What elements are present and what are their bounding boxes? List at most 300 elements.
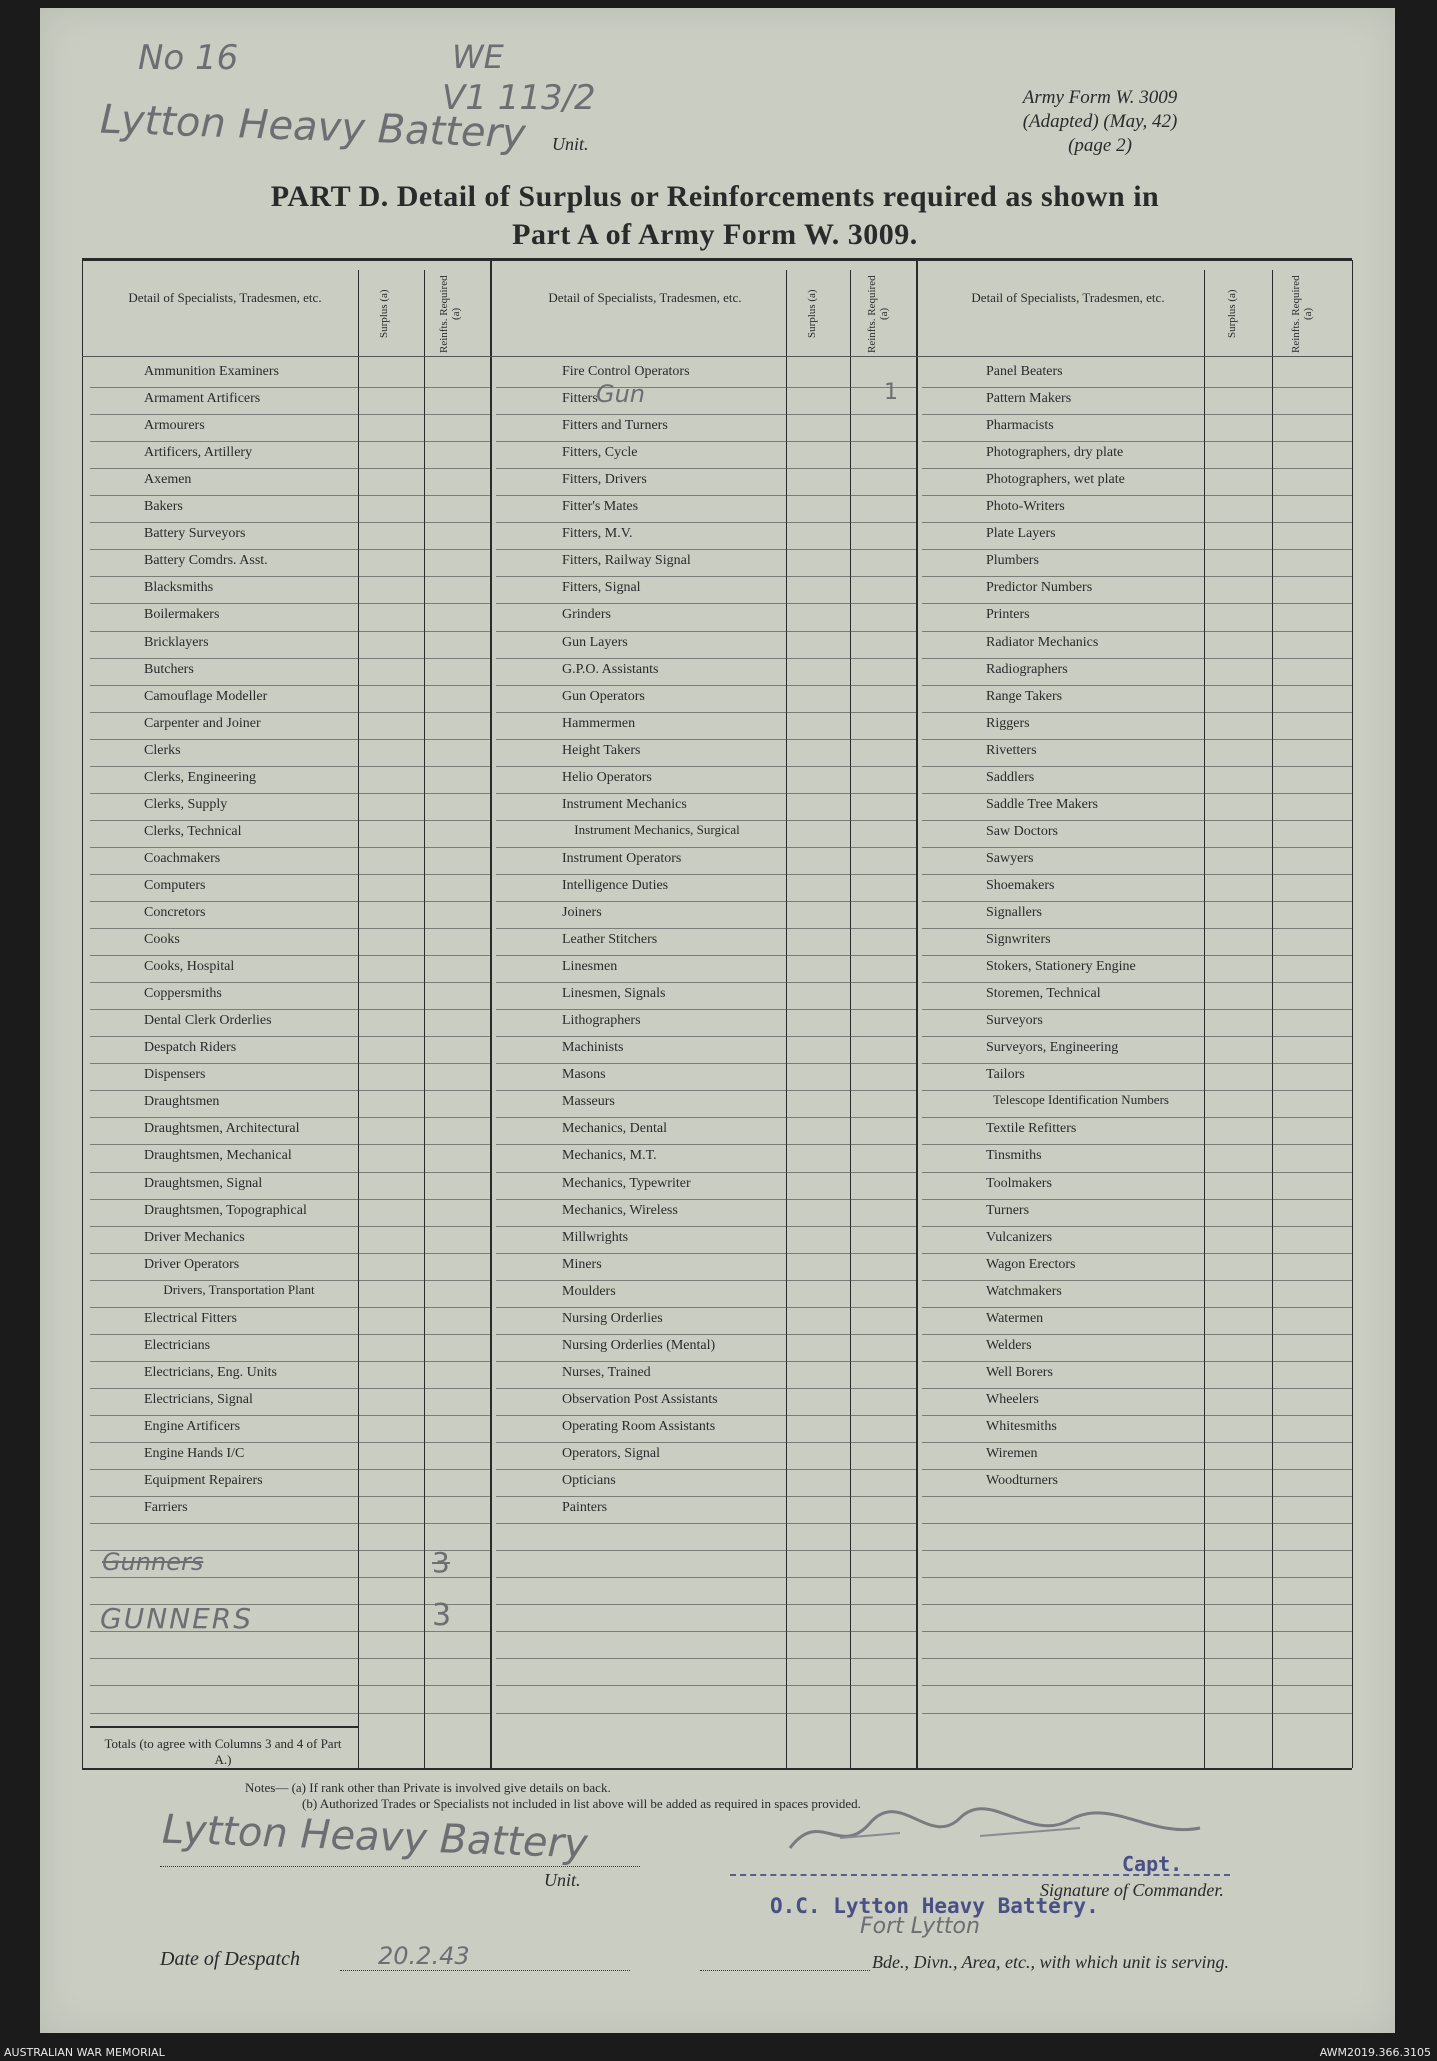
row-divider	[90, 1442, 358, 1443]
row-divider	[90, 901, 358, 902]
row-divider	[90, 1658, 358, 1659]
page-subtitle: Part A of Army Form W. 3009.	[512, 218, 918, 251]
row-divider	[786, 1550, 850, 1551]
row-divider	[358, 495, 424, 496]
row-divider	[922, 928, 1204, 929]
row-divider	[496, 1361, 786, 1362]
table-row-label: Clerks, Engineering	[144, 769, 256, 785]
row-divider	[424, 387, 490, 388]
row-divider	[1204, 1713, 1272, 1714]
row-divider	[496, 1063, 786, 1064]
row-divider	[90, 1685, 358, 1686]
row-divider	[850, 1496, 916, 1497]
table-row-label: Saw Doctors	[986, 823, 1058, 839]
row-divider	[850, 1550, 916, 1551]
row-divider	[850, 441, 916, 442]
row-divider	[850, 1361, 916, 1362]
col-line	[82, 260, 83, 1768]
row-divider	[1272, 1009, 1352, 1010]
row-divider	[1272, 1388, 1352, 1389]
row-divider	[90, 1253, 358, 1254]
row-divider	[424, 982, 490, 983]
row-divider	[496, 495, 786, 496]
row-divider	[850, 1577, 916, 1578]
row-divider	[1272, 387, 1352, 388]
row-divider	[786, 1009, 850, 1010]
row-divider	[922, 1307, 1204, 1308]
row-divider	[358, 1685, 424, 1686]
table-row-label: Electricians, Signal	[144, 1391, 253, 1407]
row-divider	[424, 1009, 490, 1010]
row-divider	[424, 1280, 490, 1281]
row-divider	[922, 1631, 1204, 1632]
handwritten-gunners-count: 3	[432, 1598, 452, 1633]
row-divider	[1204, 1307, 1272, 1308]
table-row-label: Carpenter and Joiner	[144, 715, 261, 731]
row-divider	[90, 468, 358, 469]
row-divider	[358, 1253, 424, 1254]
row-divider	[1204, 1036, 1272, 1037]
row-divider	[424, 1442, 490, 1443]
row-divider	[850, 874, 916, 875]
row-divider	[1272, 1226, 1352, 1227]
row-divider	[922, 1469, 1204, 1470]
table-row-label: Painters	[562, 1500, 608, 1516]
row-divider	[424, 1713, 490, 1714]
row-divider	[786, 631, 850, 632]
table-row-label: Engine Artificers	[144, 1418, 241, 1434]
row-divider	[786, 928, 850, 929]
table-row-label: Clerks, Supply	[144, 796, 228, 812]
table-row-label: Fitters, Drivers	[562, 472, 647, 488]
table-row-label: Operating Room Assistants	[562, 1418, 716, 1434]
row-divider	[1204, 1280, 1272, 1281]
row-divider	[922, 1523, 1204, 1524]
table-row-label: Nursing Orderlies (Mental)	[562, 1337, 716, 1353]
row-divider	[90, 1090, 358, 1091]
footer-credit: AUSTRALIAN WAR MEMORIAL	[4, 2046, 165, 2059]
row-divider	[850, 955, 916, 956]
row-divider	[786, 820, 850, 821]
row-divider	[1272, 576, 1352, 577]
row-divider	[922, 1090, 1204, 1091]
row-divider	[1204, 441, 1272, 442]
row-divider	[1204, 1496, 1272, 1497]
row-divider	[1204, 1009, 1272, 1010]
row-divider	[424, 712, 490, 713]
row-divider	[850, 1063, 916, 1064]
row-divider	[1204, 1199, 1272, 1200]
row-divider	[496, 1469, 786, 1470]
row-divider	[358, 739, 424, 740]
totals-rule	[90, 1726, 358, 1728]
table-row-label: Drivers, Transportation Plant	[163, 1281, 315, 1297]
row-divider	[850, 820, 916, 821]
handwritten-gunners-struck-count: 3	[432, 1546, 450, 1579]
row-divider	[358, 685, 424, 686]
row-divider	[358, 387, 424, 388]
table-row-label: Coppersmiths	[144, 986, 222, 1002]
row-divider	[424, 1496, 490, 1497]
row-divider	[850, 1117, 916, 1118]
row-divider	[786, 658, 850, 659]
row-divider	[496, 1658, 786, 1659]
row-divider	[786, 1523, 850, 1524]
table-row-label: Opticians	[562, 1473, 616, 1489]
row-divider	[786, 1604, 850, 1605]
row-divider	[786, 1117, 850, 1118]
row-divider	[922, 1577, 1204, 1578]
row-divider	[496, 1199, 786, 1200]
table-row-label: Telescope Identification Numbers	[993, 1092, 1169, 1108]
row-divider	[90, 1036, 358, 1037]
row-divider	[424, 658, 490, 659]
row-divider	[1204, 1685, 1272, 1686]
row-divider	[496, 901, 786, 902]
row-divider	[1272, 1036, 1352, 1037]
row-divider	[496, 1577, 786, 1578]
form-number: Army Form W. 3009	[1022, 87, 1178, 108]
row-divider	[1272, 928, 1352, 929]
table-row-label: Mechanics, M.T.	[562, 1148, 657, 1164]
row-divider	[850, 1685, 916, 1686]
row-divider	[358, 549, 424, 550]
row-divider	[850, 1090, 916, 1091]
table-row-label: Axemen	[144, 472, 192, 488]
row-divider	[424, 522, 490, 523]
row-divider	[922, 1280, 1204, 1281]
table-row-label: Masons	[562, 1067, 606, 1083]
row-divider	[424, 793, 490, 794]
row-divider	[90, 1144, 358, 1145]
row-divider	[496, 441, 786, 442]
row-divider	[90, 1307, 358, 1308]
row-divider	[424, 468, 490, 469]
row-divider	[850, 576, 916, 577]
col-line	[1352, 260, 1353, 1768]
table-row-label: Radiator Mechanics	[986, 634, 1099, 650]
row-divider	[922, 1604, 1204, 1605]
table-row-label: Grinders	[562, 607, 611, 623]
row-divider	[786, 1280, 850, 1281]
table-bottom-rule	[82, 1768, 1352, 1770]
row-divider	[496, 468, 786, 469]
row-divider	[786, 901, 850, 902]
row-divider	[424, 928, 490, 929]
row-divider	[496, 1117, 786, 1118]
row-divider	[424, 1334, 490, 1335]
table-row-label: Draughtsmen	[144, 1094, 220, 1110]
row-divider	[358, 1604, 424, 1605]
row-divider	[1204, 1117, 1272, 1118]
row-divider	[90, 1009, 358, 1010]
row-divider	[922, 1036, 1204, 1037]
table-row-label: Blacksmiths	[144, 580, 214, 596]
row-divider	[1272, 495, 1352, 496]
column-header-detail: Detail of Specialists, Tradesmen, etc.	[128, 290, 322, 305]
row-divider	[496, 549, 786, 550]
note-b: (b) Authorized Trades or Specialists not included in list above will be added as required in spaces provided.	[302, 1796, 861, 1811]
row-divider	[922, 1009, 1204, 1010]
row-divider	[922, 1713, 1204, 1714]
row-divider	[358, 1631, 424, 1632]
row-divider	[922, 820, 1204, 821]
row-divider	[90, 928, 358, 929]
row-divider	[850, 522, 916, 523]
date-line	[340, 1970, 630, 1971]
row-divider	[496, 1280, 786, 1281]
row-divider	[424, 1253, 490, 1254]
row-divider	[496, 928, 786, 929]
row-divider	[850, 1199, 916, 1200]
row-divider	[922, 874, 1204, 875]
table-row-label: Draughtsmen, Topographical	[144, 1202, 307, 1218]
row-divider	[90, 603, 358, 604]
row-divider	[358, 793, 424, 794]
table-row-label: Fitters, M.V.	[562, 526, 633, 542]
row-divider	[1204, 739, 1272, 740]
row-divider	[786, 1442, 850, 1443]
row-divider	[424, 576, 490, 577]
table-row-label: Computers	[144, 877, 206, 893]
row-divider	[358, 631, 424, 632]
row-divider	[90, 1523, 358, 1524]
row-divider	[358, 1713, 424, 1714]
table-row-label: Coachmakers	[144, 850, 221, 866]
table-row-label: Tailors	[986, 1067, 1025, 1083]
row-divider	[424, 1685, 490, 1686]
row-divider	[786, 793, 850, 794]
row-divider	[1204, 982, 1272, 983]
row-divider	[496, 1226, 786, 1227]
table-row-label: Butchers	[144, 661, 194, 677]
table-row-label: Battery Comdrs. Asst.	[144, 553, 268, 569]
row-divider	[496, 1604, 786, 1605]
row-divider	[90, 712, 358, 713]
table-row-label: Gun Layers	[562, 634, 628, 650]
table-row-label: Instrument Mechanics, Surgical	[574, 821, 740, 837]
row-divider	[786, 1713, 850, 1714]
row-divider	[496, 1631, 786, 1632]
row-divider	[850, 982, 916, 983]
row-divider	[424, 1307, 490, 1308]
table-row-label: Whitesmiths	[986, 1418, 1057, 1434]
row-divider	[850, 603, 916, 604]
row-divider	[90, 522, 358, 523]
row-divider	[1204, 1631, 1272, 1632]
row-divider	[1204, 928, 1272, 929]
table-row-label: Helio Operators	[562, 769, 652, 785]
row-divider	[1272, 441, 1352, 442]
row-divider	[1272, 1063, 1352, 1064]
row-divider	[786, 1496, 850, 1497]
signature-label: Signature of Commander.	[1040, 1880, 1224, 1900]
row-divider	[922, 414, 1204, 415]
row-divider	[358, 468, 424, 469]
row-divider	[358, 1577, 424, 1578]
row-divider	[358, 955, 424, 956]
row-divider	[1204, 901, 1272, 902]
table-row-label: Electricians, Eng. Units	[144, 1364, 277, 1380]
row-divider	[90, 1280, 358, 1281]
row-divider	[496, 414, 786, 415]
row-divider	[850, 1036, 916, 1037]
table-row-label: G.P.O. Assistants	[562, 661, 659, 677]
row-divider	[922, 1334, 1204, 1335]
row-divider	[1272, 1172, 1352, 1173]
row-divider	[496, 793, 786, 794]
column-header-reinforcements: Reinfts. Required (a)	[866, 275, 890, 353]
table-row-label: Electricians	[144, 1337, 211, 1353]
row-divider	[358, 576, 424, 577]
row-divider	[1272, 982, 1352, 983]
table-row-label: Gun Operators	[562, 688, 645, 704]
row-divider	[496, 658, 786, 659]
row-divider	[1204, 1172, 1272, 1173]
row-divider	[358, 1144, 424, 1145]
row-divider	[1272, 1117, 1352, 1118]
row-divider	[1204, 1442, 1272, 1443]
table-row-label: Clerks, Technical	[144, 823, 242, 839]
table-row-label: Saddle Tree Makers	[986, 796, 1098, 812]
row-divider	[496, 955, 786, 956]
table-row-label: Concretors	[144, 905, 206, 920]
footer-accession-number: AWM2019.366.3105	[1319, 2046, 1431, 2059]
row-divider	[1204, 1523, 1272, 1524]
column-header-reinforcements: Reinfts. Required (a)	[1290, 275, 1314, 353]
table-row-label: Draughtsmen, Signal	[144, 1175, 263, 1191]
table-row-label: Photographers, wet plate	[986, 472, 1125, 488]
row-divider	[1272, 1631, 1352, 1632]
row-divider	[922, 1144, 1204, 1145]
row-divider	[90, 387, 358, 388]
handwritten-unit-bottom: Lytton Heavy Battery	[161, 1806, 589, 1868]
row-divider	[424, 1063, 490, 1064]
row-divider	[358, 1442, 424, 1443]
table-row-label: Mechanics, Dental	[562, 1121, 667, 1137]
row-divider	[850, 685, 916, 686]
handwritten-fitters-note: Gun	[596, 380, 646, 408]
row-divider	[496, 1334, 786, 1335]
handwritten-area: Fort Lytton	[860, 1914, 980, 1939]
row-divider	[850, 739, 916, 740]
row-divider	[850, 658, 916, 659]
row-divider	[424, 1117, 490, 1118]
area-line	[700, 1970, 870, 1971]
row-divider	[358, 766, 424, 767]
table-row-label: Welders	[986, 1337, 1032, 1353]
row-divider	[850, 1226, 916, 1227]
table-row-label: Pharmacists	[986, 418, 1054, 434]
table-row-label: Surveyors, Engineering	[986, 1040, 1119, 1056]
row-divider	[90, 766, 358, 767]
row-divider	[1272, 685, 1352, 686]
row-divider	[1204, 1253, 1272, 1254]
row-divider	[922, 1226, 1204, 1227]
row-divider	[1204, 1415, 1272, 1416]
table-row-label: Shoemakers	[986, 877, 1055, 893]
row-divider	[922, 549, 1204, 550]
column-header-surplus: Surplus (a)	[378, 289, 390, 339]
row-divider	[496, 576, 786, 577]
row-divider	[496, 874, 786, 875]
row-divider	[1272, 1658, 1352, 1659]
row-divider	[1272, 793, 1352, 794]
row-divider	[424, 549, 490, 550]
row-divider	[786, 441, 850, 442]
row-divider	[922, 576, 1204, 577]
row-divider	[786, 1090, 850, 1091]
row-divider	[1204, 1361, 1272, 1362]
row-divider	[496, 1009, 786, 1010]
row-divider	[90, 739, 358, 740]
row-divider	[786, 1144, 850, 1145]
row-divider	[358, 1226, 424, 1227]
row-divider	[922, 387, 1204, 388]
table-row-label: Joiners	[562, 905, 602, 920]
row-divider	[424, 766, 490, 767]
row-divider	[358, 1172, 424, 1173]
row-divider	[1204, 874, 1272, 875]
row-divider	[850, 1388, 916, 1389]
table-row-label: Surveyors	[986, 1013, 1043, 1029]
table-row-label: Fitters, Signal	[562, 580, 641, 596]
row-divider	[786, 1631, 850, 1632]
row-divider	[1204, 793, 1272, 794]
row-divider	[786, 685, 850, 686]
row-divider	[850, 1523, 916, 1524]
row-divider	[1272, 1469, 1352, 1470]
row-divider	[786, 1253, 850, 1254]
handwritten-we: WE	[452, 38, 504, 76]
row-divider	[358, 414, 424, 415]
header-rule	[82, 356, 1352, 357]
row-divider	[786, 1577, 850, 1578]
row-divider	[1272, 549, 1352, 550]
row-divider	[786, 847, 850, 848]
row-divider	[1204, 766, 1272, 767]
table-row-label: Dispensers	[144, 1067, 206, 1083]
row-divider	[850, 1604, 916, 1605]
row-divider	[1272, 1496, 1352, 1497]
table-row-label: Plate Layers	[986, 526, 1056, 542]
row-divider	[786, 1658, 850, 1659]
table-row-label: Plumbers	[986, 553, 1039, 569]
row-divider	[1272, 631, 1352, 632]
table-row-label: Draughtsmen, Mechanical	[144, 1148, 292, 1164]
row-divider	[1272, 1415, 1352, 1416]
table-row-label: Well Borers	[986, 1364, 1053, 1380]
row-divider	[1272, 1442, 1352, 1443]
table-row-label: Nurses, Trained	[562, 1364, 651, 1380]
row-divider	[786, 766, 850, 767]
row-divider	[496, 1685, 786, 1686]
row-divider	[850, 1658, 916, 1659]
table-row-label: Photographers, dry plate	[986, 445, 1124, 461]
row-divider	[1272, 1685, 1352, 1686]
table-row-label: Signwriters	[986, 932, 1051, 948]
row-divider	[358, 928, 424, 929]
table-row-label: Height Takers	[562, 742, 641, 758]
row-divider	[1204, 1604, 1272, 1605]
table-row-label: Operators, Signal	[562, 1446, 660, 1461]
row-divider	[90, 1199, 358, 1200]
row-divider	[1272, 522, 1352, 523]
row-divider	[1204, 847, 1272, 848]
table-row-label: Machinists	[562, 1040, 624, 1056]
row-divider	[1272, 1550, 1352, 1551]
row-divider	[850, 1442, 916, 1443]
